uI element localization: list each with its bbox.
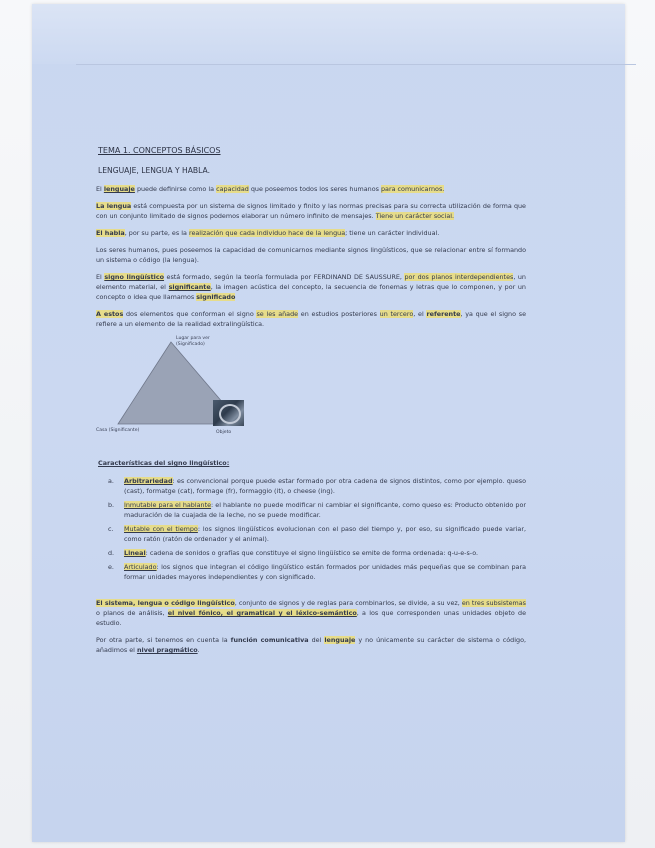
list-item-lead: Lineal [124, 549, 146, 557]
text-run: El [96, 273, 105, 281]
semiotic-triangle-diagram [96, 336, 296, 444]
list-marker: d. [108, 549, 115, 557]
text-run: del [308, 636, 325, 644]
triangle-right-label: Objeto [216, 430, 232, 435]
list-item [108, 562, 526, 582]
list-item-text: : es convencional porque puede estar formado por otra cadena de signos distintos, como por ejemplo. queso (cast), formatge (cat), formage (fr), formaggio (it), o cheese (ing). [124, 477, 526, 495]
highlight-term: El sistema, lengua o código lingüístico [96, 599, 235, 607]
list-item-lead: Articulado [124, 563, 157, 571]
highlight-term: por dos planos interdependientes [404, 273, 514, 281]
doc-subtitle: LENGUAJE, LENGUA Y HABLA. [98, 166, 211, 175]
image-detail [219, 404, 241, 424]
doc-title: TEMA 1. CONCEPTOS BÁSICOS [98, 146, 221, 155]
text-run: , el [413, 310, 427, 318]
text-run: , ya que el signo se refiere a un elemento de la realidad extralingüística. [96, 310, 526, 328]
highlight-term: un tercero [379, 310, 414, 318]
paragraph-habla [96, 228, 526, 238]
list-item [108, 524, 526, 544]
highlight-term: lenguaje [324, 636, 356, 644]
highlight-term: en tres subsistemas [461, 599, 526, 607]
list-item-lead: Arbitrariedad [124, 477, 173, 485]
list-marker: e. [108, 563, 114, 571]
list-item-text: : cadena de sonidos o grafías que constituye el signo lingüístico se emite de forma ordenada: q-u-e-s-o. [145, 549, 479, 557]
highlight-term: capacidad [216, 185, 249, 193]
list-item-lead: Inmutable para el hablante [124, 501, 212, 509]
list-item-lead: Mutable con el tiempo [124, 525, 198, 533]
text-run: . [197, 646, 200, 654]
text-run: , un elemento material, el [96, 273, 526, 291]
text-run: , por su parte, es la [124, 229, 189, 237]
highlight-term: el nivel fónico, el gramatical y el léxico-semántico [167, 609, 357, 617]
object-image [213, 400, 244, 426]
list-marker: c. [108, 525, 114, 533]
text-run: puede definirse como la [134, 185, 217, 193]
highlight-term: significante [168, 283, 211, 291]
paragraph-signo [96, 272, 526, 302]
list-item [108, 476, 526, 496]
bold-term: función comunicativa [230, 636, 309, 644]
highlight-term: Tiene un carácter social. [375, 212, 455, 220]
paragraph-sistema [96, 598, 526, 628]
text-run: Por otra parte, si tenemos en cuenta la [96, 636, 231, 644]
text-run: y no únicamente su carácter de sistema o código, añadimos el [96, 636, 527, 654]
page-edge-line [76, 64, 636, 65]
highlight-term: para comunicarnos. [380, 185, 445, 193]
triangle-left-label: Casa (Significante) [96, 428, 140, 433]
text-run: o planos de análisis, [96, 609, 168, 617]
text-run: El [96, 185, 104, 193]
characteristics-title: Características del signo lingüístico: [98, 459, 230, 467]
paragraph-referente [96, 309, 526, 329]
list-marker: a. [108, 477, 114, 485]
paragraph-lengua [96, 201, 526, 221]
list-item [108, 548, 526, 558]
paper-top-fold [32, 4, 625, 64]
text-run: que poseemos todos los seres humanos [248, 185, 381, 193]
highlight-term: A estos [96, 310, 124, 318]
text-run: dos elementos que conforman el signo [123, 310, 257, 318]
text-run: , a los que corresponden unas unidades objeto de estudio. [96, 609, 526, 627]
paragraph-pragmatico [96, 635, 526, 655]
highlight-term: se les añade [256, 310, 299, 318]
highlight-term: significado [196, 293, 236, 301]
list-item-text: : los signos lingüísticos evolucionan con el paso del tiempo y, por eso, su significado puede variar, como ratón (ratón de ordenador y el animal). [124, 525, 526, 543]
document-content [96, 146, 526, 662]
text-run: está formado, según la teoría formulada por FERDINAND DE SAUSSURE, [164, 273, 405, 281]
highlight-term: signo lingüístico [104, 273, 165, 281]
list-item [108, 500, 526, 520]
highlight-term: realización que cada individuo hace de la lengua [188, 229, 346, 237]
list-item-text: : el hablante no puede modificar ni cambiar el significante, como queso es: Producto obtenido por maduración de la cuajada de la leche, no se puede modificar. [124, 501, 526, 519]
text-run: ; tiene un carácter individual. [345, 229, 440, 237]
highlight-term: La lengua [96, 202, 132, 210]
text-run: en estudios posteriores [298, 310, 380, 318]
highlight-term: El habla [96, 229, 125, 237]
highlight-term: referente [426, 310, 461, 318]
characteristics-list [96, 476, 526, 582]
text-run: , conjunto de signos y de reglas para combinarlos, se divide, a su vez, [234, 599, 462, 607]
bold-term: nivel pragmático [136, 646, 198, 654]
list-item-text: : los signos que integran el código lingüístico están formados por unidades más pequeñas que se combinan para formar unidades mayores independientes y con significado. [124, 563, 526, 581]
text-run: , la imagen acústica del concepto, la secuencia de fonemas y letras que lo componen, y por un concepto o idea que llamamos [96, 283, 526, 301]
list-marker: b. [108, 501, 115, 509]
text-run: está compuesta por un sistema de signos limitado y finito y las normas precisas para su correcta utilización de forma que con un conjunto limitado de signos podemos elaborar un número infinito de mensajes. [96, 202, 526, 220]
paragraph-lenguaje [96, 184, 526, 194]
highlight-term: lenguaje [103, 185, 135, 193]
paragraph-seres-humanos: Los seres humanos, pues poseemos la capacidad de comunicarnos mediante signos lingüísticos, que se relacionar entre sí formando un sistema o código (la lengua). [96, 246, 526, 264]
triangle-top-label: Lugar para ver (Significado) [176, 336, 210, 347]
